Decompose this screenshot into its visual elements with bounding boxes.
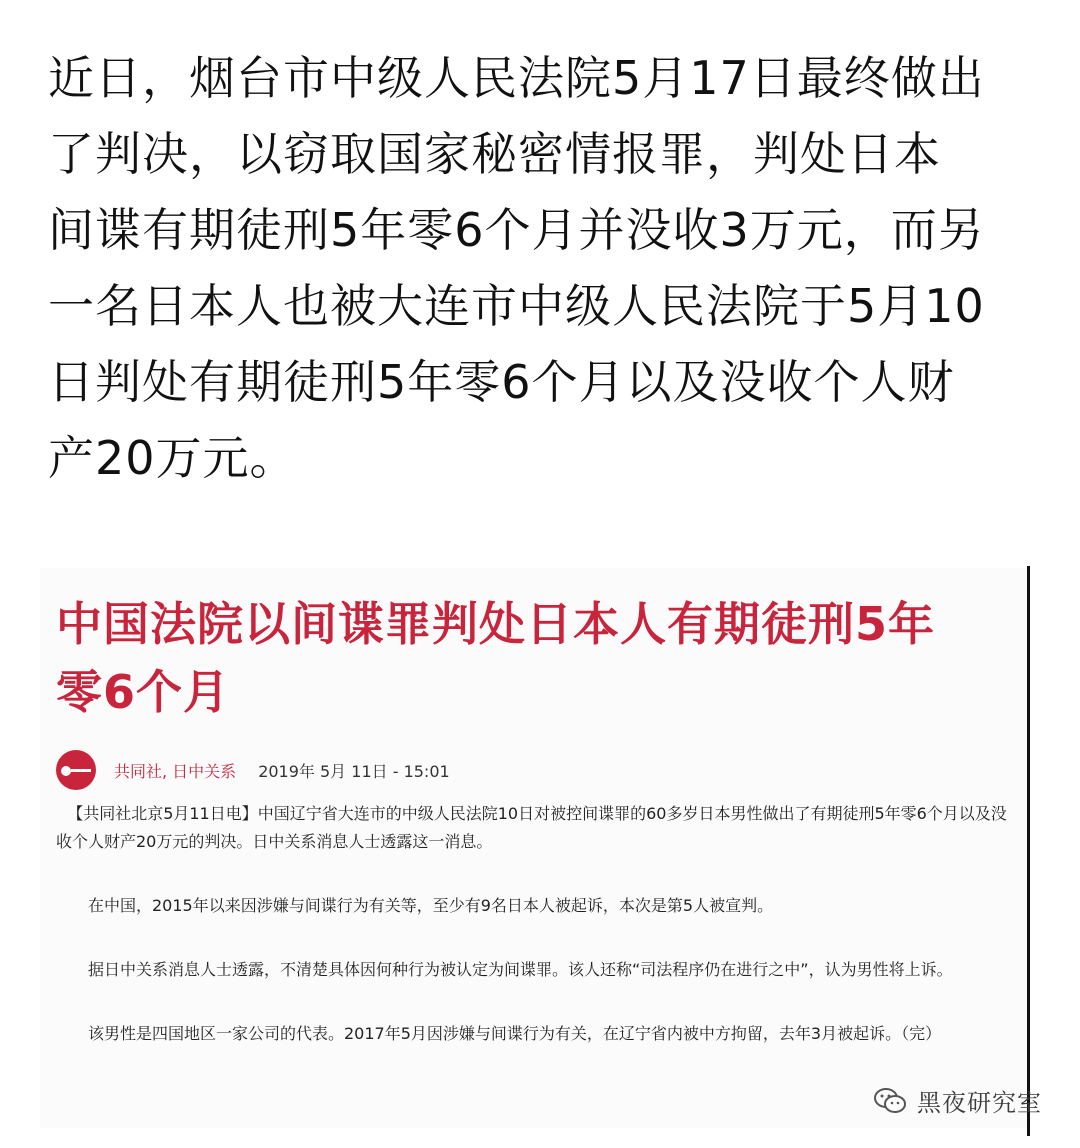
intro-line: 日判处有期徒刑5年零6个月以及没收个人财 (48, 355, 955, 409)
article-paragraph: 在中国，2015年以来因涉嫌与间谍行为有关等，至少有9名日本人被起诉，本次是第5人被宣判。 (88, 896, 774, 915)
intro-line: 间谍有期徒刑5年零6个月并没收3万元，而另 (48, 203, 985, 257)
article-paragraph: 【共同社北京5月11日电】中国辽宁省大连市的中级人民法院10日对被控间谍罪的60多岁日本男性做出了有期徒刑5年零6个月以及没收个人财产20万元的判决。日中关系消息人士透露这一消息。 (56, 804, 1007, 851)
intro-text (48, 40, 1038, 496)
headline-line: 中国法院以间谍罪判处日本人有期徒刑5年 (56, 597, 936, 651)
clipping-border-line (1027, 566, 1030, 1136)
article-body (56, 800, 1022, 1048)
intro-line: 产20万元。 (48, 431, 297, 485)
watermark-text: 黑夜研究室 (917, 1089, 1042, 1117)
intro-line: 近日，烟台市中级人民法院5月17日最终做出 (48, 51, 985, 105)
headline-line: 零6个月 (56, 665, 231, 719)
article-source: 共同社, 日中关系 (114, 761, 237, 781)
article-paragraph: 据日中关系消息人士透露，不清楚具体因何种行为被认定为间谍罪。该人还称“司法程序仍在进行之中”，认为男性将上诉。 (88, 960, 953, 979)
article-date: 2019年 5月 11日 - 15:01 (258, 761, 450, 781)
intro-line: 了判决，以窃取国家秘密情报罪，判处日本 (48, 127, 941, 181)
article-meta (56, 748, 450, 792)
article-paragraph: 该男性是四国地区一家公司的代表。2017年5月因涉嫌与间谍行为有关，在辽宁省内被中方拘留，去年3月被起诉。（完） (88, 1024, 942, 1043)
intro-line: 一名日本人也被大连市中级人民法院于5月10 (48, 279, 985, 333)
wechat-icon (873, 1087, 907, 1115)
watermark (873, 1083, 1042, 1118)
kyodo-logo-icon (56, 750, 96, 790)
news-headline (56, 590, 1016, 726)
